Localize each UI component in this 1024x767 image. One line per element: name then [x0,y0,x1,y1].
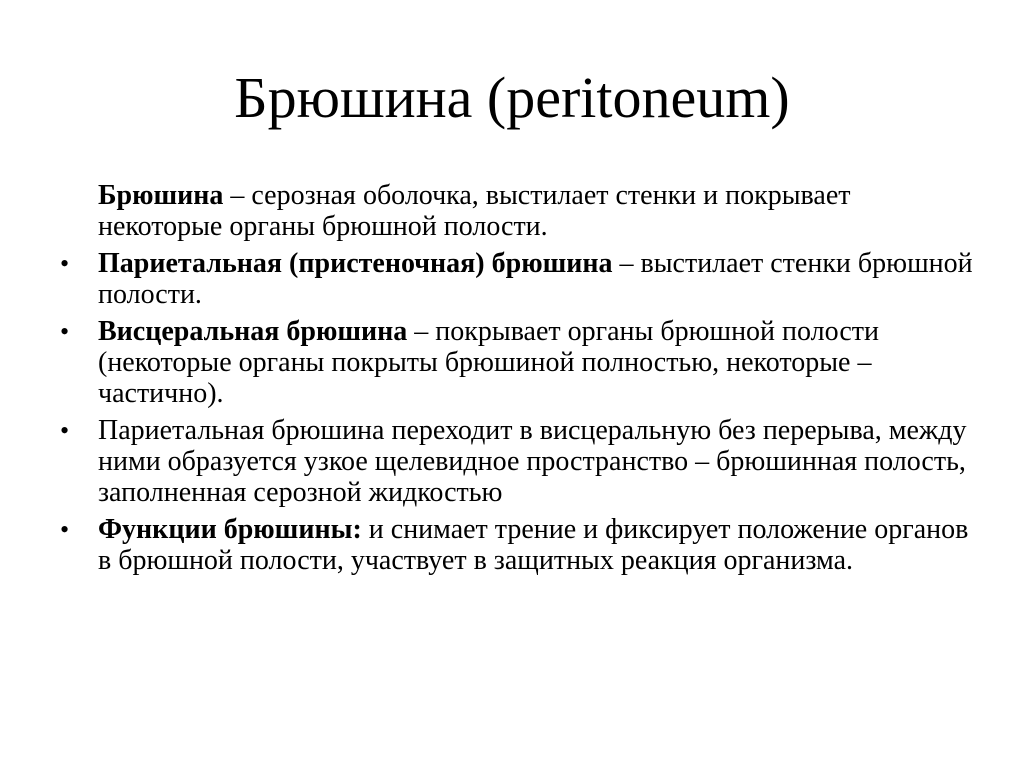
list-item-functions [60,514,980,576]
item-term: Функции брюшины: [98,514,362,545]
item-text: – выстилает стенки брюшной полости. [98,248,973,310]
list-item-transition [60,415,980,508]
bullet-icon: • [60,416,70,445]
bullet-list [60,180,980,582]
item-text: – серозная оболочка, выстилает стенки и покрывает некоторые органы брюшной полости. [98,180,851,242]
item-term: Брюшина [98,180,224,211]
item-term: Висцеральная брюшина [98,316,408,347]
list-item-definition [60,180,980,242]
item-text: Париетальная брюшина переходит в висцеральную без перерыва, между ними образуется узкое щелевидное пространство – брюшинная полость, заполненная серозной жидкостью [98,415,967,508]
slide-title: Брюшина (peritoneum) [234,65,790,130]
bullet-icon: • [60,317,70,346]
item-term: Париетальная (пристеночная) брюшина [98,248,613,279]
list-item-parietal [60,248,980,310]
bullet-icon: • [60,515,70,544]
bullet-icon: • [60,249,70,278]
item-text: – покрывает органы брюшной полости (некоторые органы покрыты брюшиной полностью, некоторые – частично). [98,316,879,409]
list-item-visceral [60,316,980,409]
item-text: и снимает трение и фиксирует положение органов в брюшной полости, участвует в защитных реакция организма. [98,514,969,576]
